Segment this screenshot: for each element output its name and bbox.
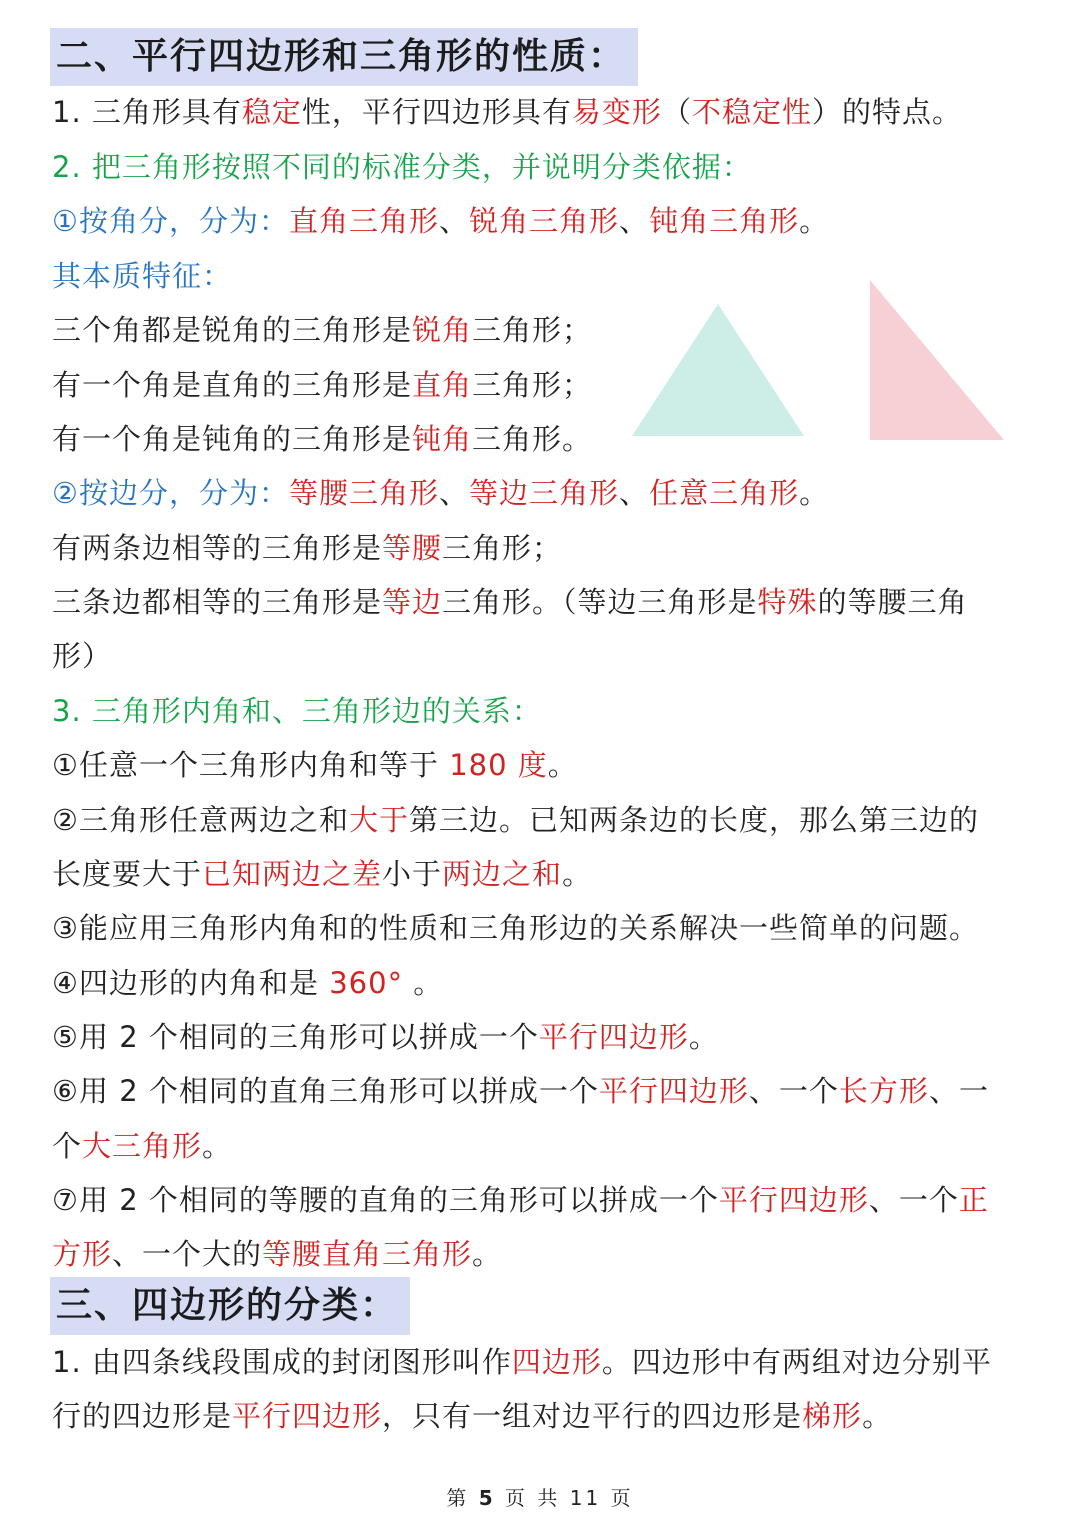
equilateral-definition-cont: 形） [52, 639, 113, 673]
text: 。 [562, 857, 593, 891]
text: （ [661, 95, 692, 129]
text: 、一个 [748, 1074, 839, 1108]
quad-definition-line [52, 1342, 992, 1382]
green-triangle-shape [632, 304, 804, 436]
separator: 、 [439, 476, 470, 510]
classify-by-angle [52, 201, 829, 241]
text: ②三角形任意两边之和 [52, 803, 349, 837]
text: 长度要大于 [52, 857, 203, 891]
combine-right-triangles-line-cont [52, 1126, 232, 1166]
highlight-text: 平行四边形 [538, 1020, 689, 1054]
item-3-title: 3. 三角形内角和、三角形边的关系： [52, 694, 542, 728]
combine-triangles-line [52, 1017, 719, 1057]
text: 三条边都相等的三角形是 [52, 585, 383, 619]
highlight-text: 不稳定性 [691, 95, 812, 129]
text: 。 [403, 966, 444, 1000]
highlight-text: 特殊 [757, 585, 818, 619]
highlight-text: 等边 [382, 585, 443, 619]
side-relation-line [52, 800, 979, 840]
text: ④四边形的内角和是 [52, 966, 330, 1000]
apply-line: ③能应用三角形内角和的性质和三角形边的关系解决一些简单的问题。 [52, 911, 979, 945]
text: 1. 三角形具有 [52, 95, 242, 129]
triangle-type: 等边三角形 [469, 476, 620, 510]
text: 三角形。（等边三角形是 [442, 585, 758, 619]
angle-sum-line [52, 745, 578, 785]
triangle-type: 钝角三角形 [649, 204, 800, 238]
separator: 、 [439, 204, 470, 238]
combine-isosceles-right-line-cont [52, 1234, 502, 1274]
highlight-text: 方形 [52, 1237, 113, 1271]
acute-triangle-illustration [628, 300, 808, 440]
page-footer [0, 1482, 1080, 1511]
highlight-text: 正 [958, 1183, 989, 1217]
text: 。 [472, 1237, 503, 1271]
right-triangle-illustration [866, 276, 1008, 444]
text: 。 [547, 748, 578, 782]
essence-line-acute [52, 310, 592, 350]
triangle-type: 直角三角形 [289, 204, 440, 238]
text: ，只有一组对边平行的四边形是 [382, 1399, 803, 1433]
combine-isosceles-right-line [52, 1180, 989, 1220]
text: 第三边。已知两条边的长度，那么第三边的 [409, 803, 980, 837]
text: 。 [688, 1020, 719, 1054]
highlight-text: 360° [329, 966, 404, 1000]
triangle-type: 锐角三角形 [469, 204, 620, 238]
text: 三角形； [472, 368, 593, 402]
highlight-text: 两边之和 [442, 857, 563, 891]
classify-label: ②按边分，分为： [52, 476, 289, 510]
pink-triangle-shape [870, 280, 1004, 440]
text: 有一个角是钝角的三角形是 [52, 422, 413, 456]
text: 三角形； [442, 531, 563, 565]
text: ）的特点。 [811, 95, 962, 129]
highlight-text: 锐角 [412, 313, 473, 347]
text: 有一个角是直角的三角形是 [52, 368, 413, 402]
highlight-text: 180 度 [449, 748, 548, 782]
total-page-number: 11 [569, 1486, 602, 1510]
text: 个 [52, 1129, 83, 1163]
separator: 、 [619, 476, 650, 510]
text: 。四边形中有两组对边分别平 [601, 1345, 992, 1379]
highlight-text: 大于 [349, 803, 410, 837]
footer-text: 第 [446, 1486, 470, 1510]
combine-right-triangles-line [52, 1071, 989, 1111]
side-relation-line-cont [52, 854, 592, 894]
item-1-line [52, 92, 962, 132]
highlight-text: 等腰 [382, 531, 443, 565]
text: 三个角都是锐角的三角形是 [52, 313, 413, 347]
text: 。 [862, 1399, 893, 1433]
classify-label: ①按角分，分为： [52, 204, 289, 238]
classify-by-side [52, 473, 829, 513]
highlight-text: 钝角 [412, 422, 473, 456]
text: ①任意一个三角形内角和等于 [52, 748, 450, 782]
equilateral-definition [52, 582, 968, 622]
text: ⑦用 2 个相同的等腰的直角的三角形可以拼成一个 [52, 1183, 719, 1217]
highlight-text: 平行四边形 [232, 1399, 383, 1433]
text: ⑥用 2 个相同的直角三角形可以拼成一个 [52, 1074, 599, 1108]
highlight-text: 平行四边形 [718, 1183, 869, 1217]
text: 、一 [928, 1074, 989, 1108]
text: 三角形。 [472, 422, 593, 456]
highlight-text: 易变形 [571, 95, 662, 129]
text: 1. 由四条线段围成的封闭图形叫作 [52, 1345, 512, 1379]
text: 。 [799, 204, 830, 238]
text: 。 [202, 1129, 233, 1163]
text: 、一个大的 [112, 1237, 263, 1271]
quad-definition-line-cont [52, 1396, 892, 1436]
footer-text: 页 共 [505, 1486, 561, 1510]
text: ⑤用 2 个相同的三角形可以拼成一个 [52, 1020, 539, 1054]
current-page-number: 5 [478, 1486, 496, 1510]
separator: 、 [619, 204, 650, 238]
highlight-text: 大三角形 [82, 1129, 203, 1163]
highlight-text: 等腰直角三角形 [262, 1237, 473, 1271]
quad-angle-sum-line [52, 963, 443, 1003]
triangle-type: 任意三角形 [649, 476, 800, 510]
isosceles-definition [52, 528, 562, 568]
triangle-type: 等腰三角形 [289, 476, 440, 510]
text: 、一个 [868, 1183, 959, 1217]
text: 行的四边形是 [52, 1399, 233, 1433]
section-heading-2: 二、平行四边形和三角形的性质： [50, 28, 638, 86]
text: 性，平行四边形具有 [301, 95, 572, 129]
highlight-text: 长方形 [838, 1074, 929, 1108]
highlight-text: 四边形 [511, 1345, 602, 1379]
highlight-text: 稳定 [241, 95, 302, 129]
text: 有两条边相等的三角形是 [52, 531, 383, 565]
highlight-text: 直角 [412, 368, 473, 402]
text: 。 [799, 476, 830, 510]
highlight-text: 平行四边形 [598, 1074, 749, 1108]
highlight-text: 已知两边之差 [202, 857, 383, 891]
highlight-text: 梯形 [802, 1399, 863, 1433]
essence-label: 其本质特征： [52, 259, 233, 293]
text: 小于 [382, 857, 443, 891]
essence-line-right [52, 365, 592, 405]
essence-line-obtuse [52, 419, 592, 459]
item-2-title: 2. 把三角形按照不同的标准分类，并说明分类依据： [52, 150, 752, 184]
footer-text: 页 [610, 1486, 634, 1510]
section-heading-3: 三、四边形的分类： [50, 1277, 410, 1335]
text: 三角形； [472, 313, 593, 347]
text: 的等腰三角 [817, 585, 968, 619]
